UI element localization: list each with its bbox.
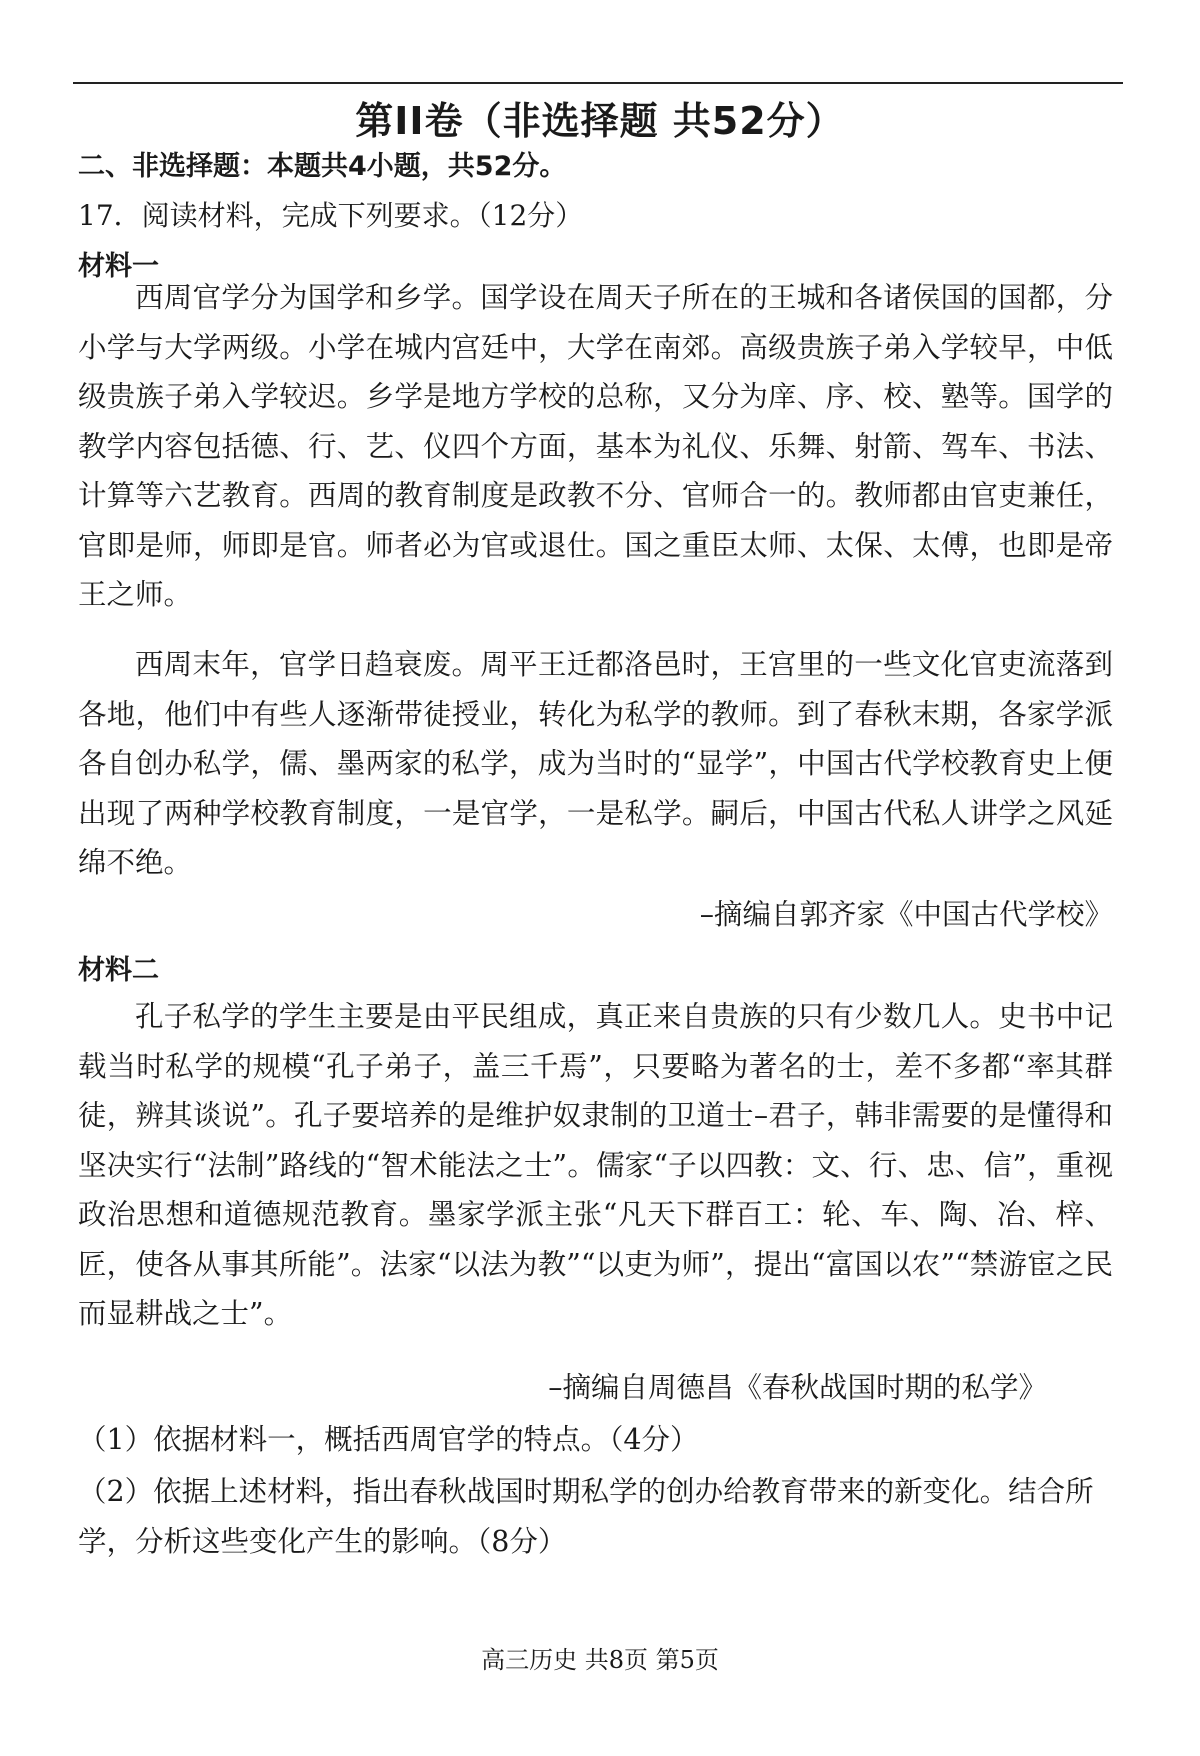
section-heading: 二、非选择题：本题共4小题，共52分。: [78, 151, 567, 182]
material-two-paragraph: 孔子私学的学生主要是由平民组成，真正来自贵族的只有少数几人。史书中记载当时私学的规模“孔子弟子，盖三千焉”，只要略为著名的士，差不多都“率其群徒，辨其谈说”。孔子要培养的是维护奴隶制的卫道士–君子，韩非需要的是懂得和坚决实行“法制”路线的“智术能法之士”。儒家“子以四教：文、行、忠、信”，重视政治思想和道德规范教育。墨家学派主张“凡天下群百工：轮、车、陶、冶、梓、匠，使各从事其所能”。法家“以法为教”“以吏为师”，提出“富国以农”“禁游宦之民而显耕战之士”。: [78, 1000, 1113, 1330]
paper-title: 第II卷（非选择题 共52分）: [355, 99, 845, 143]
sub-question-1: （1）依据材料一，概括西周官学的特点。（4分）: [78, 1423, 699, 1456]
material-one-paragraph-1: 西周官学分为国学和乡学。国学设在周天子所在的王城和各诸侯国的国都，分小学与大学两级。小学在城内宫廷中，大学在南郊。高级贵族子弟入学较早，中低级贵族子弟入学较迟。乡学是地方学校的总称，又分为庠、序、校、塾等。国学的教学内容包括德、行、艺、仪四个方面，基本为礼仪、乐舞、射箭、驾车、书法、计算等六艺教育。西周的教育制度是政教不分、官师合一的。教师都由官吏兼任，官即是师，师即是官。师者必为官或退仕。国之重臣太师、太保、太傅，也即是帝王之师。: [78, 281, 1113, 611]
page-footer: 高三历史 共8页 第5页: [481, 1646, 719, 1674]
material-one-label: 材料一: [78, 251, 159, 282]
material-two-label: 材料二: [78, 955, 159, 986]
sub-question-2: （2）依据上述材料，指出春秋战国时期私学的创办给教育带来的新变化。结合所学，分析这些变化产生的影响。（8分）: [78, 1475, 1094, 1558]
material-one-paragraph-2: 西周末年，官学日趋衰废。周平王迁都洛邑时，王宫里的一些文化官吏流落到各地，他们中有些人逐渐带徒授业，转化为私学的教师。到了春秋末期，各家学派各自创办私学，儒、墨两家的私学，成为当时的“显学”，中国古代学校教育史上便出现了两种学校教育制度，一是官学，一是私学。嗣后，中国古代私人讲学之风延绵不绝。: [78, 648, 1113, 879]
material-one-source: –摘编自郭齐家《中国古代学校》: [699, 898, 1113, 931]
question-stem: 17．阅读材料，完成下列要求。（12分）: [78, 199, 584, 232]
material-two-source: –摘编自周德昌《春秋战国时期的私学》: [548, 1371, 1047, 1404]
top-rule: [73, 82, 1123, 84]
